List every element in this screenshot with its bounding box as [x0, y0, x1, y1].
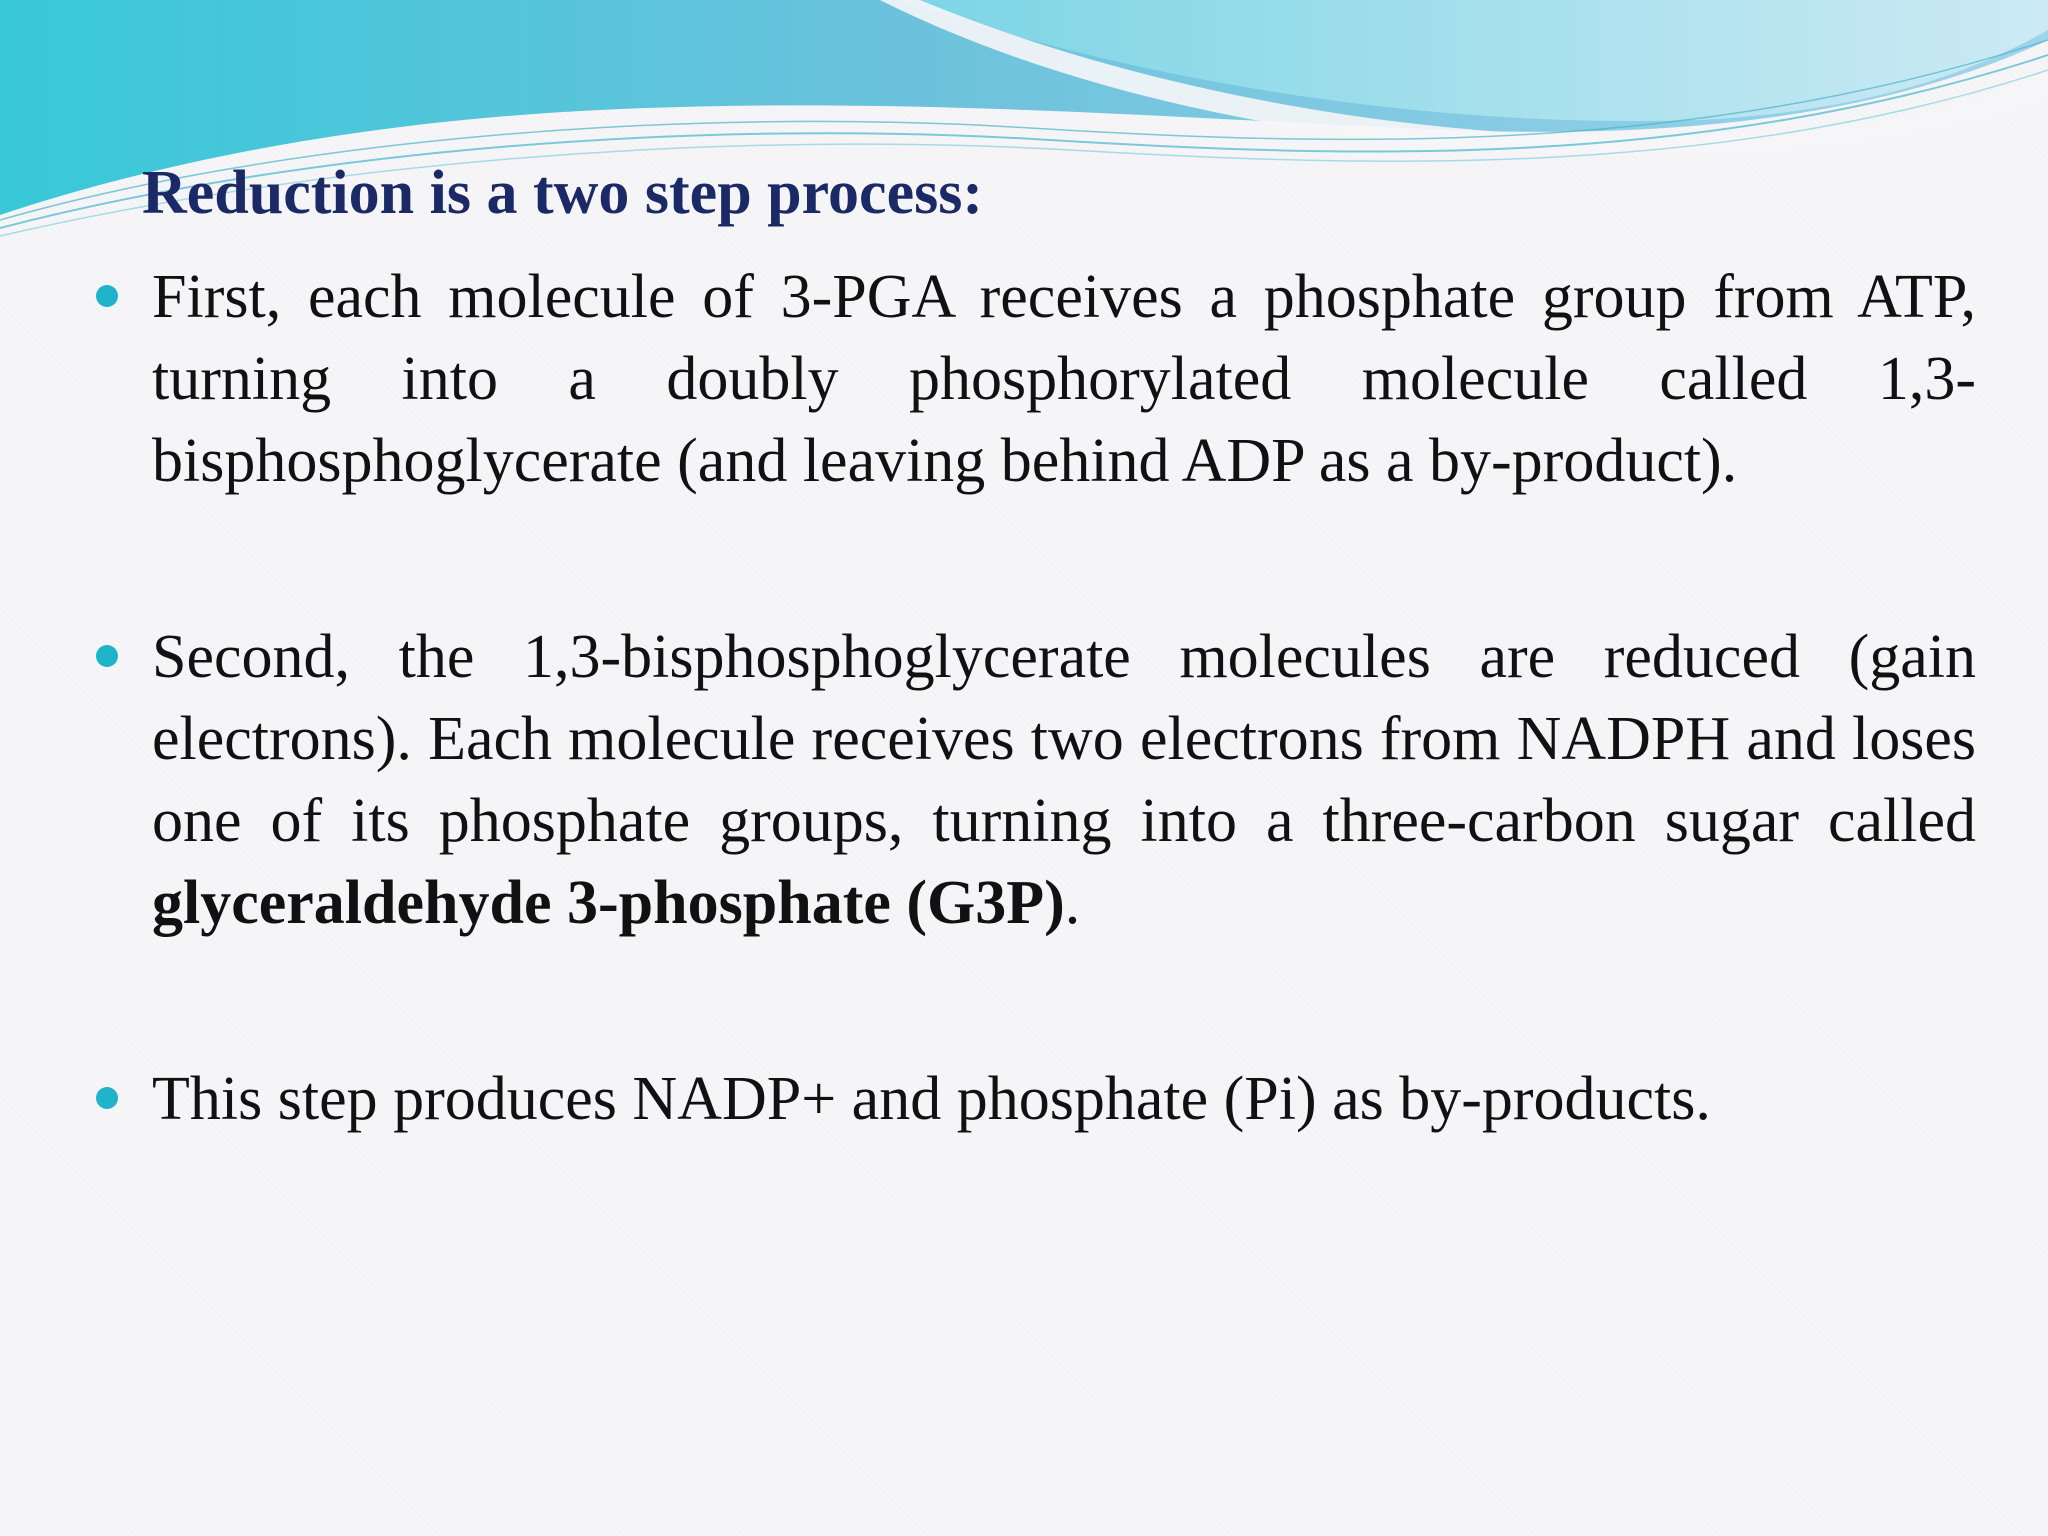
bullet-bold-term: glyceraldehyde 3-phosphate (G3P) — [152, 869, 1065, 937]
bullet-text: Second, the 1,3-bisphosphoglycerate molecules are reduced (gain electrons). Each molecule receives two electrons from NADPH and loses one of its phosphate groups, turning into a three-carbon sugar called — [152, 623, 1976, 855]
bullet-dot-icon — [96, 645, 118, 667]
bullet-text-end: . — [1064, 869, 1081, 937]
bullet-item-1 — [92, 256, 1976, 502]
bullet-list — [92, 256, 1976, 1140]
bullet-text: First, each molecule of 3-PGA receives a phosphate group from ATP, turning into a doubly phosphorylated molecule called 1,3-bisphosphoglycerate (and leaving behind ADP as a by-product). — [152, 263, 1976, 495]
bullet-item-3 — [92, 1058, 1976, 1140]
bullet-text: This step produces NADP+ and phosphate (Pi) as by-products. — [152, 1065, 1711, 1133]
bullet-dot-icon — [96, 1087, 118, 1109]
bullet-dot-icon — [96, 285, 118, 307]
bullet-item-2 — [92, 616, 1976, 944]
slide-title: Reduction is a two step process: — [142, 159, 983, 227]
